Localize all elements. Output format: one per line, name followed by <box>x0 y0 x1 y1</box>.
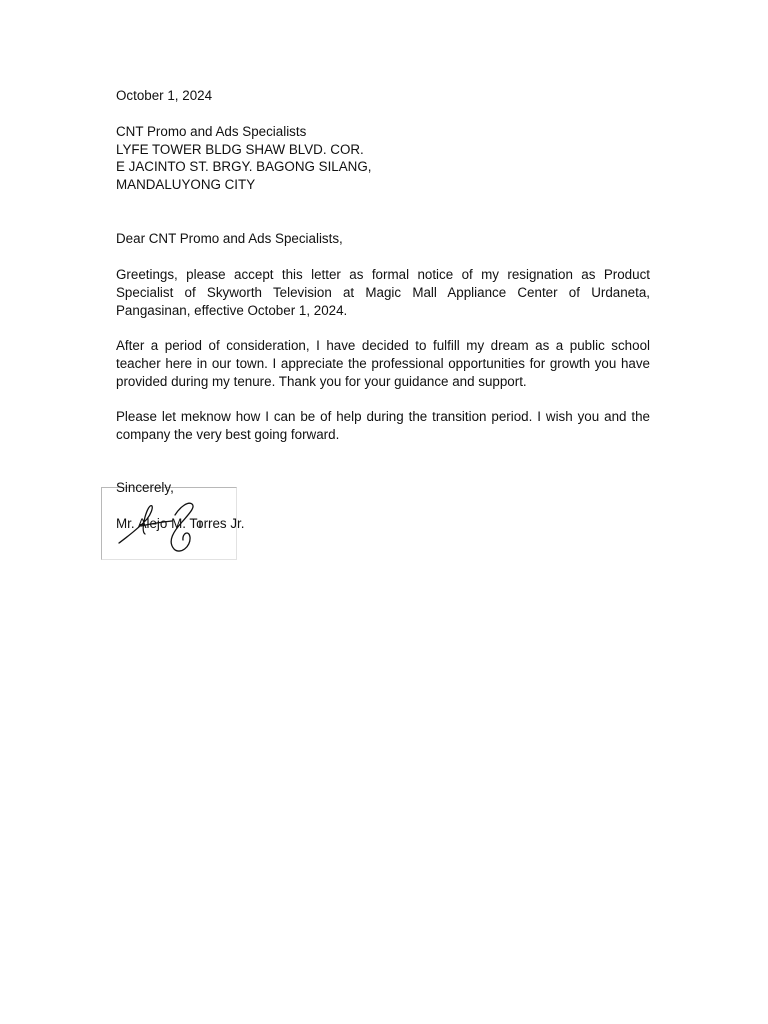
signer-name: Mr. Alejo M. Torres Jr. <box>116 516 245 531</box>
recipient-address-line-2: E JACINTO ST. BRGY. BAGONG SILANG, <box>116 159 372 174</box>
closing: Sincerely, <box>116 480 174 495</box>
body-paragraph-2: After a period of consideration, I have decided to fulfill my dream as a public school teacher here in our town. I appreciate the professional opportunities for growth you have provided during my tenure. Thank you for your guidance and support. <box>116 338 650 389</box>
body-paragraph-3: Please let meknow how I can be of help during the transition period. I wish you and the company the very best going forward. <box>116 409 650 442</box>
signature-strokes <box>119 503 200 551</box>
handwritten-signature-icon <box>112 497 212 557</box>
recipient-address-line-3: MANDALUYONG CITY <box>116 177 256 192</box>
recipient-name: CNT Promo and Ads Specialists <box>116 124 307 139</box>
letter-date: October 1, 2024 <box>116 88 213 103</box>
recipient-address-line-1: LYFE TOWER BLDG SHAW BLVD. COR. <box>116 142 364 157</box>
salutation: Dear CNT Promo and Ads Specialists, <box>116 231 343 246</box>
body-paragraph-1: Greetings, please accept this letter as formal notice of my resignation as Product Specialist of Skyworth Television at Magic Mall Appliance Center of Urdaneta, Pangasinan, effective October 1, 2024. <box>116 267 650 318</box>
